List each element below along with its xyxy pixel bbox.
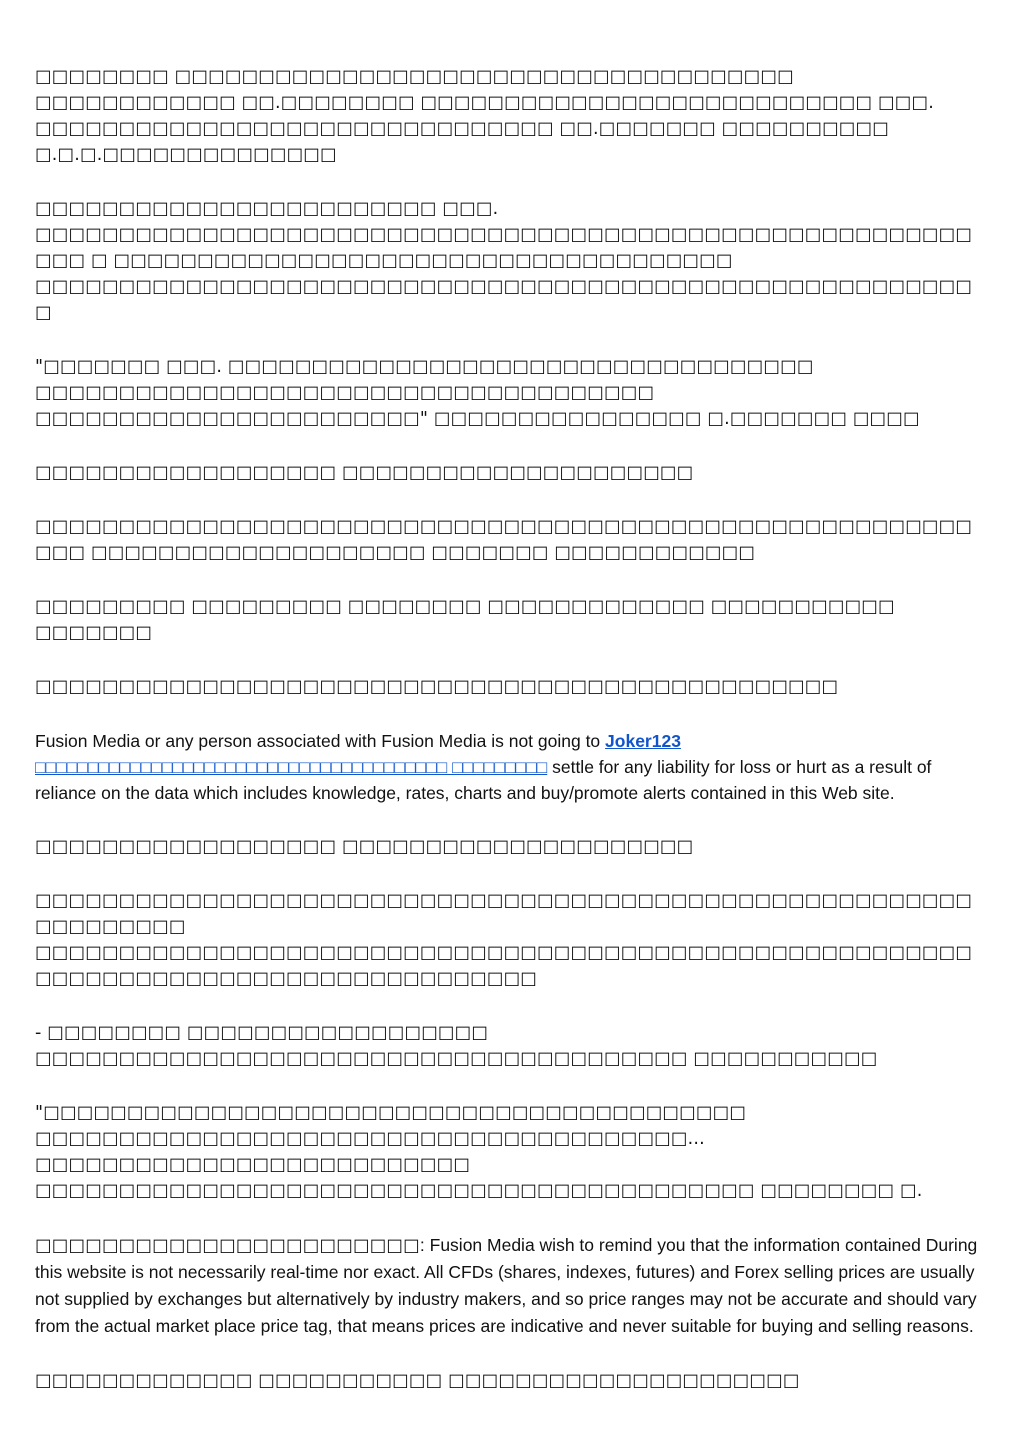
paragraph-7: □□□□□□□□□□□□□□□□□□□□□□□□□□□□□□□□□□□□□□□□□□□□□□□□	[35, 677, 839, 697]
paragraph-14: □□□□□□□□□□□□□ □□□□□□□□□□□ □□□□□□□□□□□□□□□□□□□□□	[35, 1371, 800, 1391]
risk-warning-text: : Fusion Media wish to remind you that the information contained During this website is not necessarily real-time nor exact. All CFDs (shares, indexes, futures) and Forex selling prices are usually not supplied by exchanges but alternatively by industry makers, and so price ranges may not be accurate and should vary from the actual market place price tag, that means prices are indicative and never suitable for buying and selling reasons.	[35, 1235, 978, 1336]
paragraph-8-disclaimer	[35, 728, 985, 806]
disclaimer-text-before: Fusion Media or any person associated with Fusion Media is not going to	[35, 731, 606, 751]
paragraph-9-heading: □□□□□□□□□□□□□□□□□□ □□□□□□□□□□□□□□□□□□□□□	[35, 837, 694, 857]
disclaimer-text-after: settle for any liability for loss or hurt as a result of reliance on the data which includes knowledge, rates, charts and buy/promote alerts contained in this Web site.	[35, 757, 932, 803]
paragraph-4-heading: □□□□□□□□□□□□□□□□□□ □□□□□□□□□□□□□□□□□□□□□	[35, 463, 694, 483]
document-body	[35, 64, 985, 1422]
paragraph-6: □□□□□□□□□ □□□□□□□□□ □□□□□□□□ □□□□□□□□□□□□□ □□□□□□□□□□□ □□□□□□□	[35, 597, 895, 643]
paragraph-2: □□□□□□□□□□□□□□□□□□□□□□□□ □□□. □□□□□□□□□□□□□□□□□□□□□□□□□□□□□□□□□□□□□□□□□□□□□□□□□□□□□□□□□□□ □ □□□□□□□□□□□□□□□□□□□□□□□□□□□□□□□□□□□□□ □□□□□□□□□□□□□□□□□□□□□□□□□□□□□□□□□□□□□□□□□□□□□□□□□□□□□□□□□	[35, 199, 973, 323]
paragraph-12-quote: "□□□□□□□□□□□□□□□□□□□□□□□□□□□□□□□□□□□□□□□□□□ □□□□□□□□□□□□□□□□□□□□□□□□□□□□□□□□□□□□□□□... □□□□□□□□□□□□□□□□□□□□□□□□□□ □□□□□□□□□□□□□□□□□□□□□□□□□□□□□□□□□□□□□□□□□□□ □□□□□□□□ □.	[35, 1103, 923, 1201]
paragraph-1: □□□□□□□□ □□□□□□□□□□□□□□□□□□□□□□□□□□□□□□□□□□□□□ □□□□□□□□□□□□ □□.□□□□□□□□ □□□□□□□□□□□□□□□□□□□□□□□□□□□ □□□. □□□□□□□□□□□□□□□□□□□□□□□□□□□□□□□ □□.□□□□□□□ □□□□□□□□□□ □.□.□.□□□□□□□□□□□□□□	[35, 67, 935, 165]
paragraph-11-dash-item: - □□□□□□□□ □□□□□□□□□□□□□□□□□□ □□□□□□□□□□□□□□□□□□□□□□□□□□□□□□□□□□□□□□□ □□□□□□□□□□□	[35, 1023, 878, 1069]
risk-warning-label: □□□□□□□□□□□□□□□□□□□□□□□	[35, 1236, 420, 1256]
paragraph-5: □□□□□□□□□□□□□□□□□□□□□□□□□□□□□□□□□□□□□□□□□□□□□□□□□□□□□□□□□□□ □□□□□□□□□□□□□□□□□□□□ □□□□□□□ □□□□□□□□□□□□	[35, 517, 973, 563]
paragraph-3-quote: "□□□□□□□ □□□. □□□□□□□□□□□□□□□□□□□□□□□□□□□□□□□□□□□ □□□□□□□□□□□□□□□□□□□□□□□□□□□□□□□□□□□□□ □□□□□□□□□□□□□□□□□□□□□□□" □□□□□□□□□□□□□□□□ □.□□□□□□□ □□□□	[35, 357, 920, 429]
paragraph-13-risk-warning	[35, 1232, 985, 1340]
joker123-link[interactable]: Joker123 □□□□□□□□□□□□□□□□□□□□□□□□□□□□□□□□□□□□□□□ □□□□□□□□□	[35, 731, 681, 777]
paragraph-10: □□□□□□□□□□□□□□□□□□□□□□□□□□□□□□□□□□□□□□□□□□□□□□□□□□□□□□□□□□□□□□□□□ □□□□□□□□□□□□□□□□□□□□□□□□□□□□□□□□□□□□□□□□□□□□□□□□□□□□□□□□□□□□□□□□□□□□□□□□□□□□□□□□□□□□□□	[35, 891, 973, 989]
